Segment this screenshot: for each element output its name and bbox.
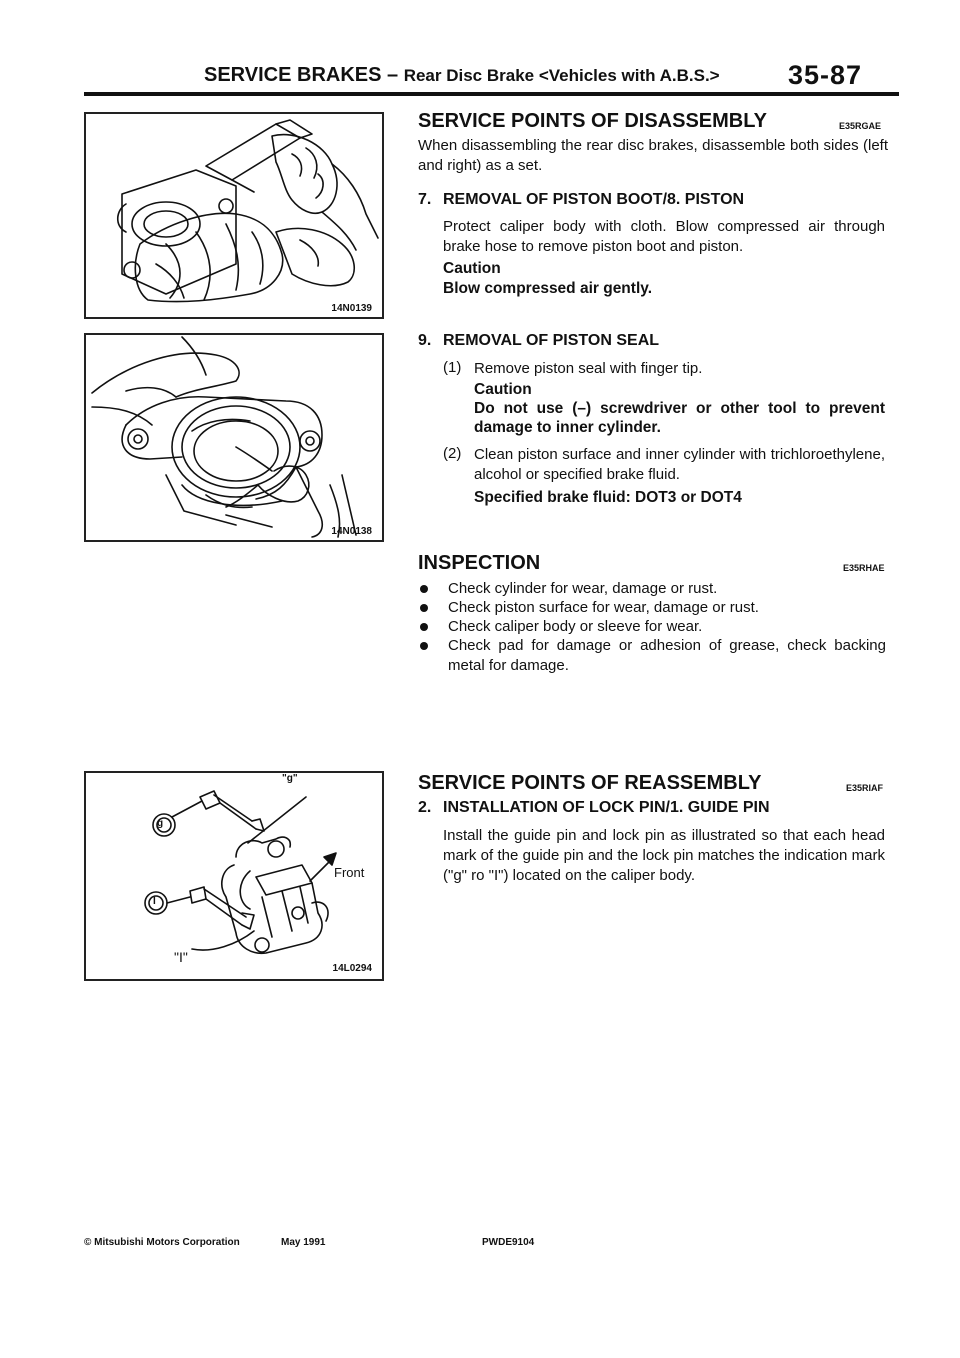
reassembly-code: E35RIAF [846, 783, 884, 793]
step7-caution-text: Blow compressed air gently. [443, 280, 653, 297]
circle-i-letter: I [153, 896, 156, 907]
inspection-item-text: Check cylinder for wear, damage or rust. [448, 580, 718, 597]
step2-number: 2. [418, 799, 432, 816]
inspection-item-text: Check caliper body or sleeve for wear. [448, 618, 703, 635]
bullet-icon [420, 623, 428, 631]
list-item [418, 636, 886, 676]
step7-number: 7. [418, 191, 432, 208]
footer-date: May 1991 [281, 1237, 326, 1248]
step7-title: REMOVAL OF PISTON BOOT/8. PISTON [443, 191, 745, 208]
reassembly-heading: SERVICE POINTS OF REASSEMBLY [418, 772, 762, 794]
inspection-list [418, 579, 886, 676]
page-number: 35-87 [788, 60, 863, 90]
step9-spec: Specified brake fluid: DOT3 or DOT4 [474, 489, 742, 506]
header-rule [84, 92, 899, 96]
figure-guide-lock-pin [84, 771, 384, 981]
piston-seal-removal-illustration [86, 335, 382, 540]
figure-code: 14N0139 [331, 303, 372, 314]
step9-number: 9. [418, 332, 432, 349]
footer-code: PWDE9104 [482, 1237, 535, 1248]
header-title-main: SERVICE BRAKES – [204, 64, 404, 86]
step9-title: REMOVAL OF PISTON SEAL [443, 332, 660, 349]
list-item [418, 617, 886, 636]
step7-caution-label: Caution [443, 260, 501, 277]
step9-sub2-text: Clean piston surface and inner cylinder with trichloroethylene, alcohol or specified brake fluid. [474, 446, 885, 483]
header-title-sub: Rear Disc Brake <Vehicles with A.B.S.> [403, 66, 720, 85]
step9-sub1-number: (1) [443, 359, 462, 376]
bullet-icon [420, 604, 428, 612]
inspection-heading: INSPECTION [418, 552, 541, 574]
disassembly-heading: SERVICE POINTS OF DISASSEMBLY [418, 110, 767, 132]
step9-sub2-number: (2) [443, 445, 462, 462]
page-header-title [204, 64, 720, 87]
bullet-icon [420, 642, 428, 650]
circle-g-letter: g [157, 818, 164, 829]
disassembly-intro: When disassembling the rear disc brakes, disassemble both sides (left and right) as a set. [418, 137, 888, 174]
piston-removal-illustration [86, 114, 382, 317]
inspection-item-text: Check piston surface for wear, damage or rust. [448, 599, 759, 616]
label-i: "I" [174, 949, 188, 965]
inspection-code: E35RHAE [843, 563, 885, 573]
bullet-icon [420, 585, 428, 593]
inspection-item-text: Check pad for damage or adhesion of grease, check backing metal for damage. [448, 637, 886, 674]
figure-code: 14N0138 [331, 526, 372, 537]
list-item [418, 579, 886, 598]
step9-caution-label: Caution [474, 381, 532, 398]
list-item [418, 598, 886, 617]
footer-copyright: © Mitsubishi Motors Corporation [84, 1237, 240, 1248]
label-g: "g" [282, 773, 298, 784]
figure-code: 14L0294 [332, 963, 372, 974]
step9-sub1-text: Remove piston seal with finger tip. [474, 360, 703, 377]
step2-title: INSTALLATION OF LOCK PIN/1. GUIDE PIN [443, 799, 770, 816]
step2-text: Install the guide pin and lock pin as illustrated so that each head mark of the guide pin and the lock pin matches the indication mark ("g" ro "I") located on the caliper body. [443, 827, 885, 884]
disassembly-code: E35RGAE [839, 121, 882, 131]
figure-piston-seal-removal [84, 333, 384, 542]
figure-piston-removal [84, 112, 384, 319]
step7-text: Protect caliper body with cloth. Blow compressed air through brake hose to remove piston boot and piston. [443, 218, 885, 255]
label-front: Front [334, 865, 365, 880]
step9-caution-text: Do not use (–) screwdriver or other tool to prevent damage to inner cylinder. [474, 400, 885, 436]
